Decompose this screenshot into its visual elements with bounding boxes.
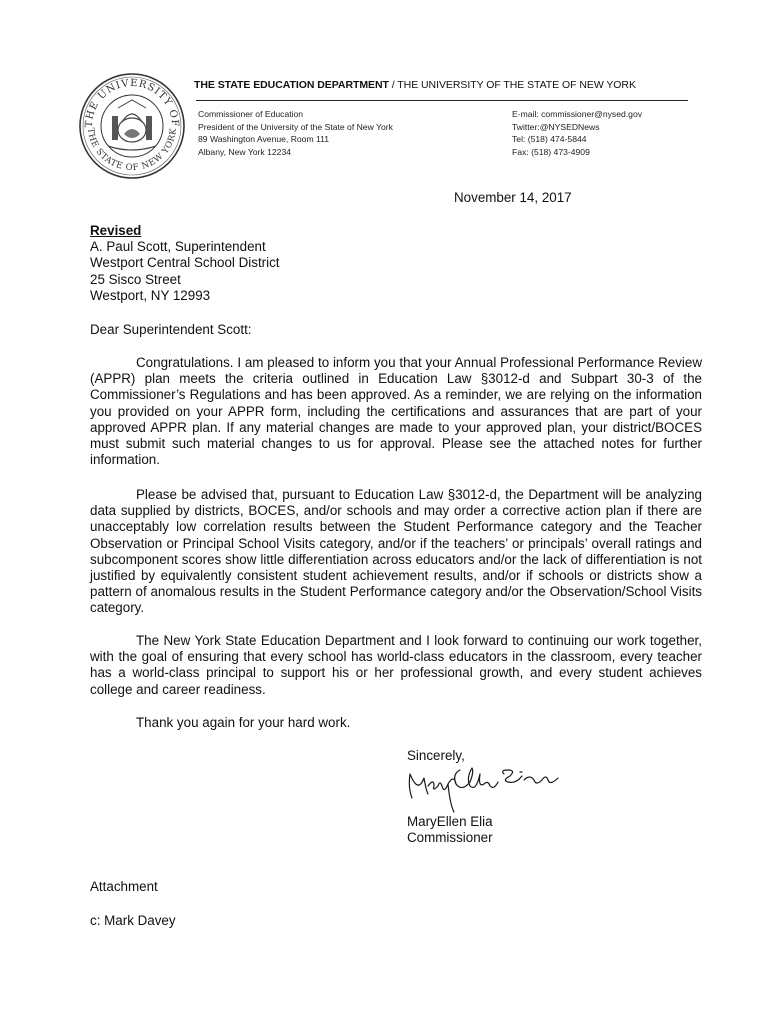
letterhead-address-block: [198, 108, 393, 158]
body-paragraph-2: Please be advised that, pursuant to Education Law §3012-d, the Department will be analyzing data supplied by districts, BOCES, and/or schools and may order a corrective action plan if there are unacceptably low correlation results between the Student Performance category and the Teacher Observation or Principal School Visits category, and/or if the teachers’ or principals’ overall ratings and subcomponent scores show little differentiation across educators and/or the lack of differentiation is not justified by equivalently consistent student achievement results, and/or if schools or districts show a pattern of anomalous results in the Student Performance category and/or the Observation/School Visits category.: [90, 487, 702, 616]
seal-text-bottom: THE STATE OF NEW YORK: [84, 127, 180, 174]
svg-text:THE UNIVERSITY OF: [84, 78, 180, 128]
letterhead-department: THE STATE EDUCATION DEPARTMENT: [194, 79, 389, 91]
contact-twitter: Twitter:@NYSEDNews: [512, 121, 600, 132]
recipient-line: 25 Sisco Street: [90, 271, 181, 287]
letterhead-rule: [196, 100, 688, 101]
recipient-line: A. Paul Scott, Superintendent: [90, 239, 266, 255]
revised-label: Revised: [90, 223, 142, 238]
office-street: 89 Washington Avenue, Room 111: [198, 134, 330, 145]
recipient-line: Westport, NY 12993: [90, 287, 211, 303]
closing: Sincerely,: [407, 748, 465, 763]
office-city: Albany, New York 12234: [198, 146, 292, 157]
handwritten-signature: [404, 764, 564, 814]
signer-name: MaryEllen Elia: [407, 814, 493, 829]
office-title: Commissioner of Education: [198, 109, 304, 119]
signer-block: [407, 814, 493, 846]
salutation: Dear Superintendent Scott:: [90, 322, 252, 337]
letter-date: November 14, 2017: [454, 190, 572, 205]
recipient-block: [90, 223, 280, 304]
contact-email: E-mail: commissioner@nysed.gov: [512, 109, 643, 119]
office-role: President of the University of the State of New York: [198, 121, 393, 132]
signer-title: Commissioner: [407, 830, 493, 846]
body-paragraph-3: The New York State Education Department and I look forward to continuing our work together, with the goal of ensuring that every school has world-class educators in the classroom, every teacher has a world-class principal to support his or her professional growth, and every student achieves college and career readiness.: [90, 633, 702, 697]
recipient-line: Westport Central School District: [90, 255, 280, 271]
attachment-note: Attachment: [90, 879, 158, 894]
letterhead-contact-block: [512, 108, 642, 158]
cc-line: c: Mark Davey: [90, 913, 176, 928]
state-seal-logo: [78, 72, 186, 180]
seal-text-top: THE UNIVERSITY OF: [83, 77, 181, 128]
letterhead-title: [194, 79, 664, 91]
letterhead-university: / THE UNIVERSITY OF THE STATE OF NEW YORK: [388, 79, 636, 91]
contact-tel: Tel: (518) 474-5844: [512, 134, 587, 145]
thanks-line: Thank you again for your hard work.: [136, 715, 351, 730]
contact-fax: Fax: (518) 473-4909: [512, 146, 590, 157]
body-paragraph-1: Congratulations. I am pleased to inform you that your Annual Professional Performance Review (APPR) plan meets the criteria outlined in Education Law §3012-d and Subpart 30-3 of the Commissioner’s Regulations and has been approved. As a reminder, we are relying on the information you provided on your APPR form, including the certifications and assurances that are part of your approved APPR plan. If any material changes are made to your approved plan, your district/BOCES must submit such material changes to us for approval. Please see the attached notes for further information.: [90, 355, 702, 468]
